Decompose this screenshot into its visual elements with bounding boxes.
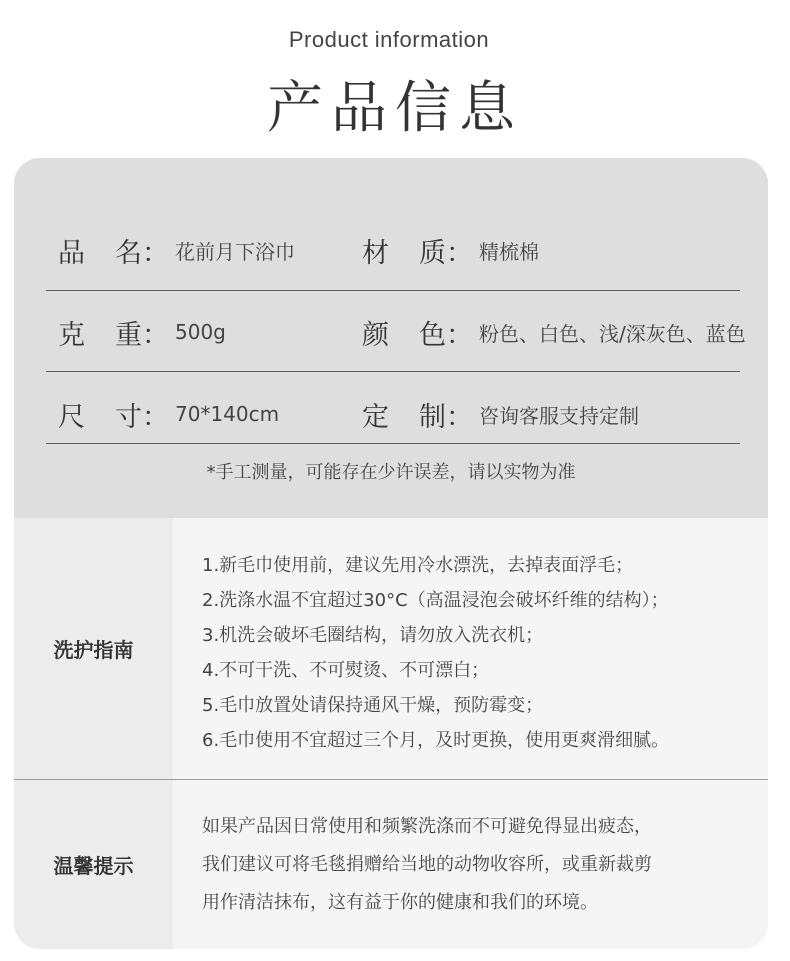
- care-guide-body: [173, 518, 768, 779]
- spec-item-customization: [362, 386, 639, 442]
- spec-row: [46, 222, 740, 278]
- list-item: 1.新毛巾使用前，建议先用冷水漂洗，去掉表面浮毛；: [202, 555, 634, 576]
- tips-heading-cell: [14, 780, 173, 949]
- spec-value: 70*140cm: [175, 402, 280, 426]
- spec-label: 材 质：: [362, 237, 473, 269]
- care-guide-section: [14, 518, 768, 779]
- spec-item-color: [362, 304, 746, 360]
- spec-label: 克 重：: [58, 319, 169, 351]
- spec-row: [46, 386, 740, 442]
- spec-value: 500g: [175, 320, 226, 344]
- list-item: 3.机洗会破坏毛圈结构，请勿放入洗衣机；: [202, 625, 544, 646]
- measurement-note: *手工测量，可能存在少许误差，请以实物为准: [206, 462, 576, 483]
- spec-value: 精梳棉: [479, 239, 539, 264]
- tips-heading: 温馨提示: [53, 854, 134, 878]
- divider: [46, 371, 740, 372]
- list-item: 如果产品因日常使用和频繁洗涤而不可避免得显出疲态，: [202, 816, 652, 837]
- tips-body: [173, 780, 768, 949]
- spec-label: 尺 寸：: [58, 401, 169, 433]
- spec-value: 咨询客服支持定制: [479, 403, 639, 428]
- divider: [46, 290, 740, 291]
- section-subtitle: Product information: [288, 27, 490, 52]
- list-item: 5.毛巾放置处请保持通风干燥，预防霉变；: [202, 695, 544, 716]
- spec-item-material: [362, 222, 539, 278]
- divider: [46, 443, 740, 444]
- spec-item-weight: [58, 304, 226, 360]
- spec-table: [14, 158, 768, 518]
- list-item: 4.不可干洗、不可熨烫、不可漂白；: [202, 660, 490, 681]
- spec-item-size: [58, 386, 279, 442]
- spec-label: 品 名：: [58, 237, 169, 269]
- spec-row: [46, 304, 746, 360]
- care-guide-heading-cell: [14, 518, 173, 779]
- spec-item-name: [58, 222, 295, 278]
- spec-label: 定 制：: [362, 401, 473, 433]
- product-info-card: [14, 158, 768, 949]
- spec-value: 粉色、白色、浅/深灰色、蓝色: [479, 321, 746, 346]
- list-item: 我们建议可将毛毯捐赠给当地的动物收容所，或重新裁剪: [202, 854, 652, 875]
- care-guide-list: [202, 548, 669, 758]
- spec-value: 花前月下浴巾: [175, 239, 295, 264]
- page-title: 产品信息: [267, 76, 523, 141]
- spec-label: 颜 色：: [362, 319, 473, 351]
- care-guide-heading: 洗护指南: [53, 638, 134, 662]
- list-item: 6.毛巾使用不宜超过三个月，及时更换，使用更爽滑细腻。: [202, 730, 670, 751]
- list-item: 用作清洁抹布，这有益于你的健康和我们的环境。: [202, 892, 598, 913]
- list-item: 2.洗涤水温不宜超过30°C（高温浸泡会破坏纤维的结构）；: [202, 590, 669, 611]
- tips-list: [202, 808, 652, 922]
- tips-section: [14, 780, 768, 949]
